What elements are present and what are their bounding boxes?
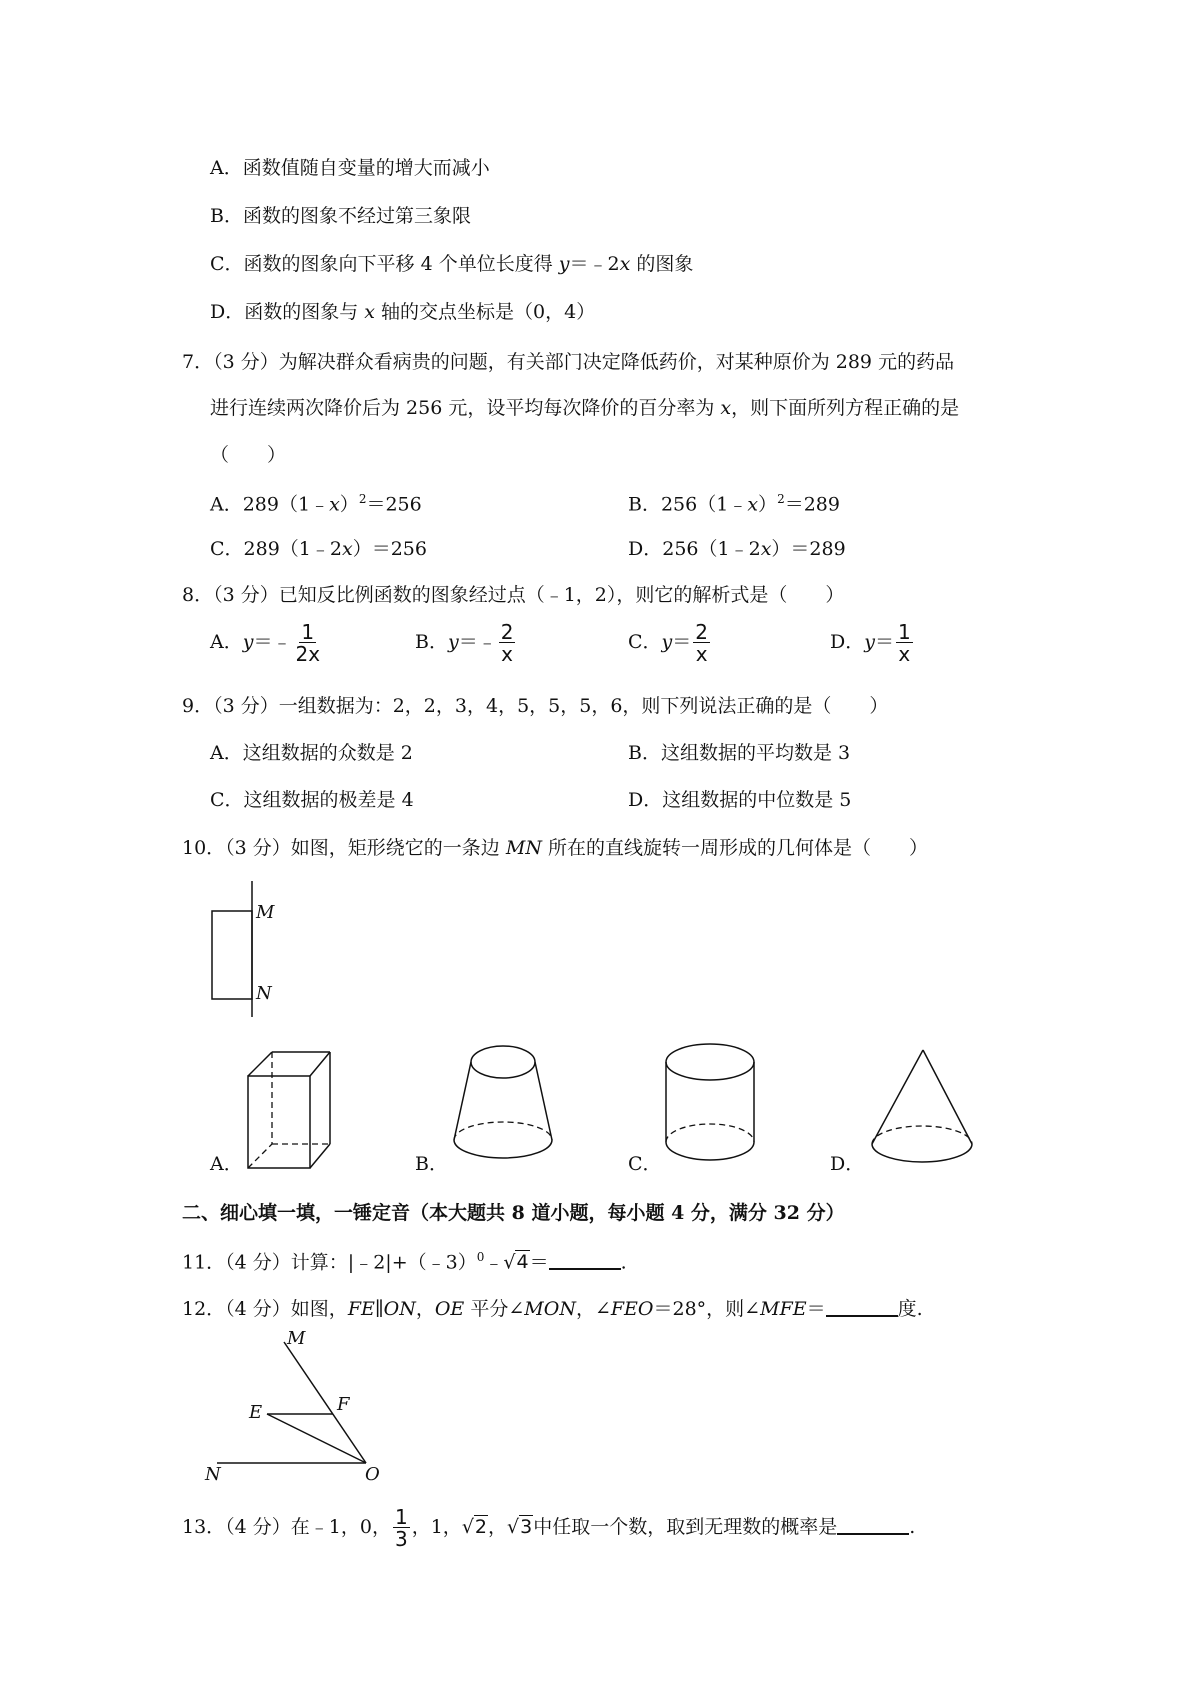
section-2-heading: 二、细心填一填，一锤定音（本大题共 8 道小题，每小题 4 分，满分 32 分） xyxy=(182,1202,845,1224)
cylinder-figure xyxy=(660,1042,760,1172)
q13-stem: 13．（4 分）在﹣1，0， $\frac{1}{3}$ ，1，√2，√3中任取一个数，取到无理数的概率是 . xyxy=(182,1505,916,1551)
q8-stem: 8．（3 分）已知反比例函数的图象经过点（﹣1，2），则它的解析式是（ ） xyxy=(182,584,845,606)
square-root: √4 xyxy=(503,1251,529,1274)
cone-figure xyxy=(868,1046,978,1172)
prism-figure xyxy=(240,1048,340,1178)
label-m: M xyxy=(256,902,275,923)
answer-blank xyxy=(837,1517,909,1535)
q10-option-a-label: A． xyxy=(210,1153,243,1175)
q9-stem: 9．（3 分）一组数据为：2，2，3，4，5，5，5，6，则下列说法正确的是（ ） xyxy=(182,695,889,717)
answer-blank xyxy=(549,1252,621,1270)
fraction: $\frac{2}{x}$ xyxy=(500,620,514,666)
q6-option-b: B．函数的图象不经过第三象限 xyxy=(210,205,471,227)
q8-option-a: A．y＝﹣ $\frac{1}{2x}$ xyxy=(210,620,321,666)
q9-option-d: D．这组数据的中位数是 5 xyxy=(628,789,852,811)
frustum-figure xyxy=(448,1042,558,1172)
rectangle xyxy=(212,911,252,999)
q7-option-a: A．289（1﹣x）$^2$＝256 xyxy=(210,492,422,516)
square-root: √2 xyxy=(461,1516,488,1538)
answer-blank xyxy=(826,1299,898,1317)
q7-stem-line2: 进行连续两次降价后为 256 元，设平均每次降价的百分率为 x，则下面所列方程正确的是 xyxy=(210,397,960,419)
q9-option-a: A．这组数据的众数是 2 xyxy=(210,742,413,764)
ray-om xyxy=(284,1342,366,1463)
label-o: O xyxy=(365,1464,380,1485)
fraction: $\frac{2}{x}$ xyxy=(695,620,709,666)
q10-rectangle-figure xyxy=(200,875,290,1025)
q10-option-d-label: D． xyxy=(830,1153,865,1175)
label-m: M xyxy=(287,1328,306,1349)
q6-option-a: A．函数值随自变量的增大而减小 xyxy=(210,157,490,179)
q8-option-c: C．y＝ $\frac{2}{x}$ xyxy=(628,620,709,666)
q7-answer-paren: （ ） xyxy=(210,444,287,466)
q7-stem-line1: 7．（3 分）为解决群众看病贵的问题，有关部门决定降低药价，对某种原价为 289 元的药品 xyxy=(182,351,955,373)
q12-angle-figure xyxy=(205,1328,390,1488)
q9-option-c: C．这组数据的极差是 4 xyxy=(210,789,414,811)
fraction: $\frac{1}{3}$ xyxy=(394,1505,408,1551)
label-n: N xyxy=(256,983,272,1004)
q10-option-b-label: B． xyxy=(415,1153,448,1175)
q11-stem: 11．（4 分）计算：|﹣2|+（﹣3）$^0$﹣√4＝ . xyxy=(182,1250,627,1274)
q8-option-d: D．y＝ $\frac{1}{x}$ xyxy=(830,620,911,666)
square-root: √3 xyxy=(507,1516,533,1538)
q6-option-c: C．函数的图象向下平移 4 个单位长度得 y＝﹣2x 的图象 xyxy=(210,253,694,275)
q6-option-d: D．函数的图象与 x 轴的交点坐标是（0，4） xyxy=(210,301,596,323)
q12-stem: 12．（4 分）如图，FE∥ON，OE 平分∠MON，∠FEO＝28°，则∠MFE＝ 度. xyxy=(182,1298,923,1320)
q7-option-b: B．256（1﹣x）$^2$＝289 xyxy=(628,492,840,516)
q8-option-b: B．y＝﹣ $\frac{2}{x}$ xyxy=(415,620,514,666)
fraction: $\frac{1}{x}$ xyxy=(897,620,911,666)
q9-option-b: B．这组数据的平均数是 3 xyxy=(628,742,851,764)
q7-option-d: D．256（1﹣2x）＝289 xyxy=(628,538,846,560)
fraction: $\frac{1}{2x}$ xyxy=(295,620,321,666)
q10-option-c-label: C． xyxy=(628,1153,662,1175)
segment-eo xyxy=(267,1414,366,1463)
label-n: N xyxy=(205,1464,221,1485)
q7-option-c: C．289（1﹣2x）＝256 xyxy=(210,538,427,560)
label-e: E xyxy=(249,1402,263,1423)
q10-stem: 10．（3 分）如图，矩形绕它的一条边 MN 所在的直线旋转一周形成的几何体是（ ） xyxy=(182,837,928,859)
label-f: F xyxy=(337,1394,350,1415)
